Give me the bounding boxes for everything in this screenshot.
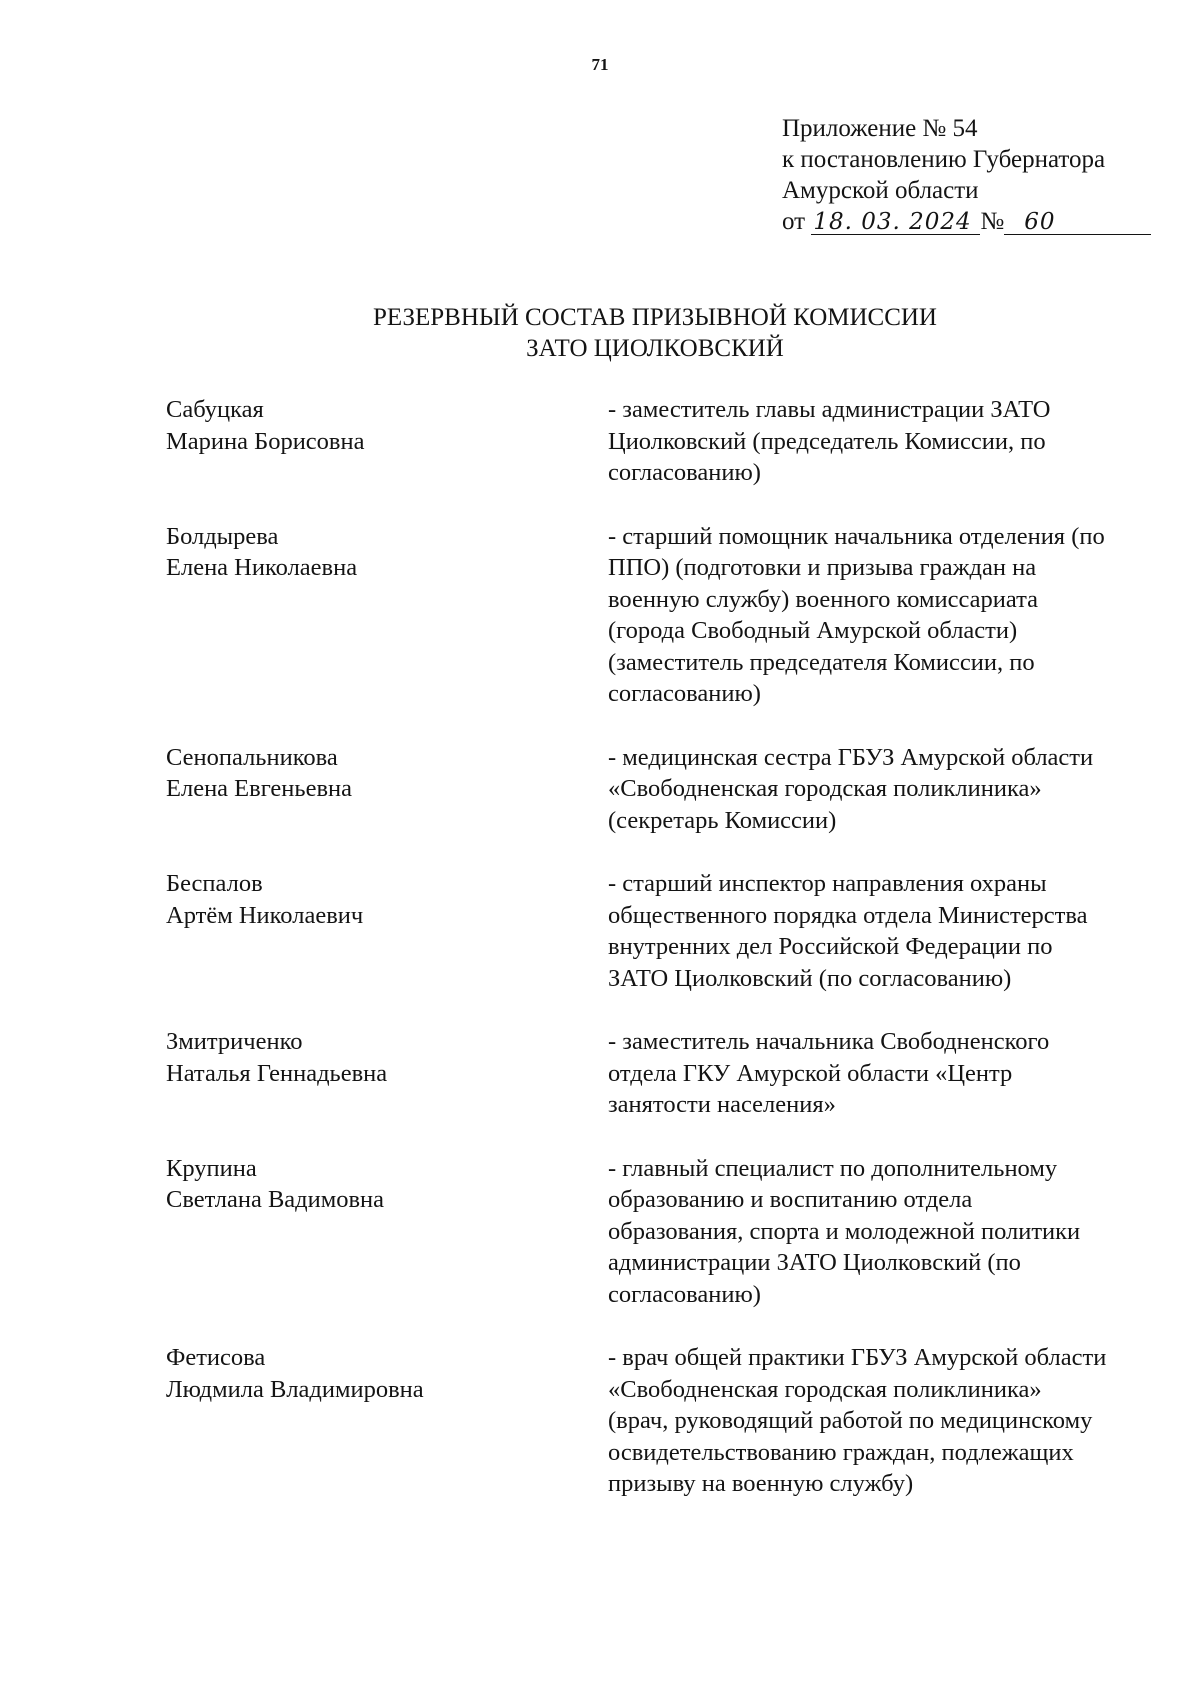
handwritten-date: 18. 03. 2024 [811, 210, 980, 235]
member-entry [166, 394, 1126, 489]
member-surname: Сенопальникова [166, 743, 338, 771]
member-name [166, 394, 608, 489]
appendix-line-1: Приложение № 54 [782, 115, 978, 142]
member-entry [166, 1153, 1126, 1311]
member-given-names: Людмила Владимировна [166, 1375, 424, 1403]
member-name [166, 868, 608, 994]
member-role: - медицинская сестра ГБУЗ Амурской области «Свободненская городская поликлиника» (секретарь Комиссии) [608, 743, 1094, 834]
document-title [0, 302, 1200, 364]
member-name [166, 742, 608, 837]
member-surname: Фетисова [166, 1344, 266, 1371]
member-entry [166, 742, 1126, 837]
member-role: - старший помощник начальника отделения (по ППО) (подготовки и призыва граждан на военную службу) военного комиссариата (города Свободный Амурской области) (заместитель председателя Комиссии, по согласованию) [608, 522, 1105, 707]
appendix-line-2: к постановлению Губернатора [782, 146, 1106, 173]
appendix-date-line [782, 206, 1151, 237]
date-prefix: от [782, 208, 806, 235]
appendix-line-3: Амурской области [782, 177, 979, 204]
title-line-1: РЕЗЕРВНЫЙ СОСТАВ ПРИЗЫВНОЙ КОМИССИИ [372, 304, 937, 331]
member-entry [166, 1342, 1126, 1500]
member-name [166, 1026, 608, 1121]
member-given-names: Марина Борисовна [166, 427, 365, 455]
member-role: - главный специалист по дополнительному образованию и воспитанию отдела образования, спорта и молодежной политики администрации ЗАТО Циолковский (по согласованию) [608, 1154, 1081, 1308]
member-surname: Болдырева [166, 522, 279, 550]
member-role: - старший инспектор направления охраны общественного порядка отдела Министерства внутренних дел Российской Федерации по ЗАТО Циолковский (по согласованию) [608, 870, 1088, 992]
member-role: - заместитель начальника Свободненского отдела ГКУ Амурской области «Центр занятости населения» [608, 1028, 1050, 1118]
member-role: - заместитель главы администрации ЗАТО Циолковский (председатель Комиссии, по согласованию) [608, 396, 1051, 486]
members-list [166, 394, 1126, 1500]
member-surname: Крупина [166, 1154, 257, 1182]
member-entry [166, 521, 1126, 710]
title-line-2: ЗАТО ЦИОЛКОВСКИЙ [526, 335, 784, 362]
member-entry [166, 868, 1126, 994]
number-sign: № [980, 208, 1005, 235]
member-surname: Сабуцкая [166, 396, 264, 423]
member-name [166, 1153, 608, 1311]
handwritten-number: 60 [1004, 210, 1151, 235]
member-role: - врач общей практики ГБУЗ Амурской области «Свободненская городская поликлиника» (врач, руководящий работой по медицинскому освидетельствованию граждан, подлежащих призыву на военную службу) [608, 1344, 1107, 1497]
page-number: 71 [591, 55, 609, 74]
member-name [166, 521, 608, 710]
member-surname: Змитриченко [166, 1028, 303, 1055]
member-surname: Беспалов [166, 870, 263, 897]
member-given-names: Елена Евгеньевна [166, 775, 353, 802]
member-given-names: Елена Николаевна [166, 554, 358, 581]
member-entry [166, 1026, 1126, 1121]
member-name [166, 1342, 608, 1500]
member-given-names: Наталья Геннадьевна [166, 1059, 388, 1087]
member-given-names: Светлана Вадимовна [166, 1186, 385, 1213]
appendix-block [782, 113, 1151, 237]
member-given-names: Артём Николаевич [166, 901, 364, 929]
